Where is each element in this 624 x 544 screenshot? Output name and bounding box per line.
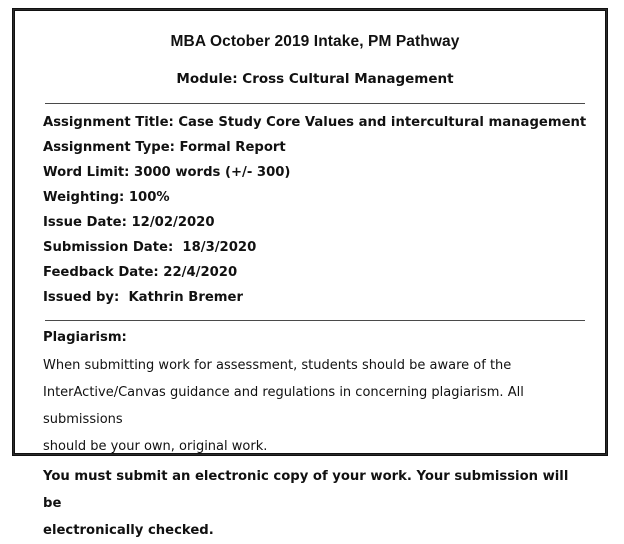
document-border-frame <box>12 8 608 538</box>
electronic-submission-notice <box>43 463 587 544</box>
detail-assignment-title: Assignment Title: Case Study Core Values and intercultural management <box>43 115 587 130</box>
module-subtitle: Module: Cross Cultural Management <box>176 71 454 87</box>
detail-issued-by: Issued by: Kathrin Bremer <box>43 290 243 305</box>
plagiarism-heading: Plagiarism: <box>43 330 127 345</box>
assignment-details-list <box>43 110 587 310</box>
plagiarism-line-2: InterActive/Canvas guidance and regulations in concerning plagiarism. All submissions <box>43 385 524 427</box>
detail-submission-date: Submission Date: 18/3/2020 <box>43 240 257 255</box>
plagiarism-paragraph <box>43 352 587 460</box>
detail-weighting: Weighting: 100% <box>43 190 170 205</box>
detail-assignment-type: Assignment Type: Formal Report <box>43 140 286 155</box>
notice-line-1: You must submit an electronic copy of your work. Your submission will be <box>43 469 569 511</box>
notice-line-2: electronically checked. <box>43 523 214 538</box>
divider-plagiarism <box>45 320 585 321</box>
page-title: MBA October 2019 Intake, PM Pathway <box>170 33 460 50</box>
detail-issue-date: Issue Date: 12/02/2020 <box>43 215 215 230</box>
document-content <box>15 11 605 538</box>
detail-word-limit: Word Limit: 3000 words (+/- 300) <box>43 165 291 180</box>
detail-feedback-date: Feedback Date: 22/4/2020 <box>43 265 238 280</box>
plagiarism-line-3: should be your own, original work. <box>43 439 268 454</box>
plagiarism-line-1: When submitting work for assessment, students should be aware of the <box>43 358 512 373</box>
divider-top <box>45 103 585 104</box>
